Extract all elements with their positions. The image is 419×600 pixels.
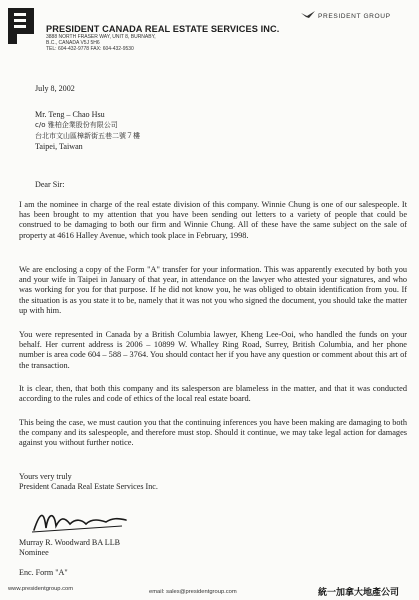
recipient-city: Taipei, Taiwan [35, 142, 83, 151]
handwritten-signature [30, 506, 130, 536]
closing-company: President Canada Real Estate Services Inc. [19, 482, 158, 491]
enclosure-note: Enc. Form "A" [19, 568, 68, 577]
footer-chinese-name: 統一加拿大地產公司 [318, 588, 400, 598]
company-address [46, 34, 156, 52]
recipient-name: Mr. Teng – Chao Hsu [35, 110, 105, 119]
recipient-company: c/o 雅柏企業股份有限公司 [35, 121, 118, 129]
footer-email[interactable]: email: sales@presidentgroup.com [149, 589, 237, 595]
group-bird-icon [300, 10, 316, 20]
signatory-name: Murray R. Woodward BA LLB [19, 538, 121, 547]
body-paragraph: This being the case, we must caution you that the continuing inferences you have been making are damaging to both the company and its salespeople, and therefore must stop. Should it continue, we may take legal action for damages against you without further notice. [19, 418, 407, 448]
salutation: Dear Sir: [35, 180, 65, 189]
body-paragraph: You were represented in Canada by a British Columbia lawyer, Kheng Lee-Ooi, who handled the funds on your behalf. Her current address is 2006 – 10899 W. Whalley Ring Road, Surrey, British Columbia, and her phone number is area code 604 – 588 – 3764. You should contact her if you have any question or comment about this art of the transaction. [19, 330, 407, 370]
address-line: TEL: 604-432-9778 FAX: 604-432-9530 [46, 46, 134, 52]
footer-website[interactable]: www.presidentgroup.com [8, 586, 74, 592]
body-paragraph: We are enclosing a copy of the Form "A" transfer for your information. This was apparently executed by both you and your wife in Taipei in January of that year, in attendance on the lawyer who attested your signatures, and who was working for you for that purpose. If he did not know you, he was obliged to obtain identification from you. If the situation is as you state it to be, namely that it was not you who signed the document, you should take the matter up with him. [19, 265, 407, 315]
group-name: PRESIDENT GROUP [318, 13, 391, 20]
body-paragraph: I am the nominee in charge of the real estate division of this company. Winnie Chung is one of our salespeople. It has been brought to my attention that you have been sending out letters to a variety of people that could be construed to be damaging to both our firm and Winnie Chung. All of these have the same subject on the sale of property at 4616 Halley Avenue, which took place in February, 1998. [19, 200, 407, 240]
company-logo-icon [6, 6, 44, 46]
closing-line: Yours very truly [19, 472, 72, 481]
company-name: PRESIDENT CANADA REAL ESTATE SERVICES INC. [46, 24, 280, 34]
recipient-address: 台北市文山區樟新街五巷二號７樓 [35, 132, 140, 140]
body-paragraph: It is clear, then, that both this company and its salesperson are blameless in the matter, and that it was conducted according to the rules and code of ethics of the local real estate board. [19, 384, 407, 404]
address-line: 3888 NORTH FRASER WAY, UNIT 8, BURNABY, [46, 34, 156, 40]
signatory-title: Nominee [19, 548, 49, 557]
address-line: B.C., CANADA V5J 5H6 [46, 40, 100, 46]
letter-date: July 8, 2002 [35, 84, 75, 93]
